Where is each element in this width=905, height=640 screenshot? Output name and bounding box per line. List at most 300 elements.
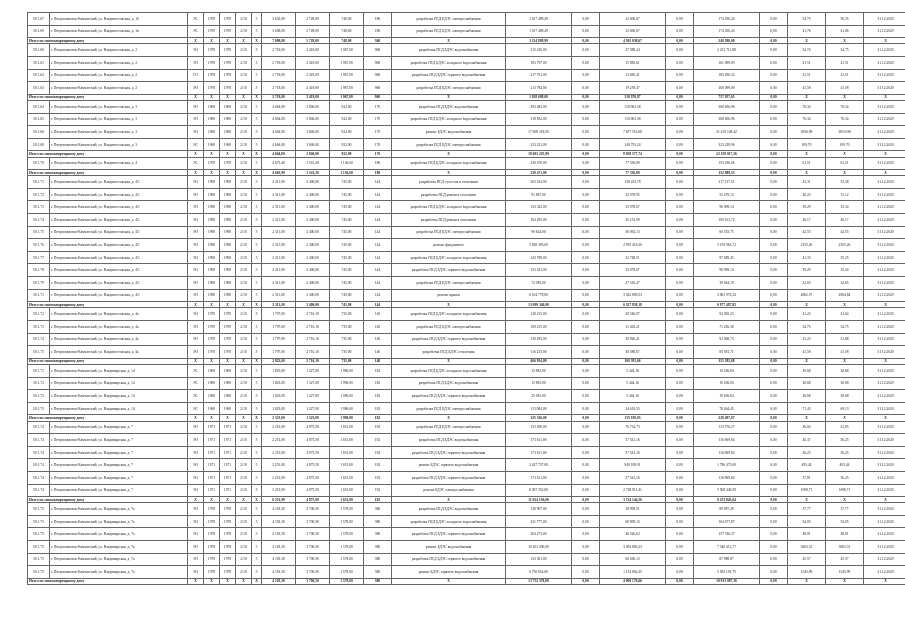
table-cell: ЭС: [188, 364, 204, 377]
table-cell: ЭО: [188, 308, 204, 321]
table-cell: 1969: [220, 377, 236, 390]
table-cell: Х: [392, 497, 506, 503]
table-cell: 31.12.2020: [864, 434, 905, 447]
table-cell: разработка ПСД БДЭС электроснабжения: [392, 25, 506, 38]
table-cell: 170: [364, 151, 392, 157]
table-cell: ЭО: [188, 421, 204, 434]
table-cell: 3 706,50: [296, 541, 330, 554]
table-cell: 0,00: [760, 308, 788, 321]
table-cell: ЭО: [188, 346, 204, 359]
table-cell: г. Петропавловск-Камчатский, ул. Владимирская, д. 7а: [50, 566, 188, 579]
table-cell: 144: [364, 239, 392, 252]
table-cell: 1990: [204, 277, 220, 290]
table-cell: 0,00: [572, 390, 600, 403]
table-cell: 1970: [204, 333, 220, 346]
table-cell: 0,00: [572, 364, 600, 377]
table-cell: 1 651,00: [330, 434, 364, 447]
table-cell: 157 746,37: [694, 528, 760, 541]
table-cell: 0,00: [666, 421, 694, 434]
table-cell: 0,00: [572, 459, 600, 472]
table-cell: 164 677,87: [694, 515, 760, 528]
table-cell: 1969: [204, 100, 220, 113]
table-cell: 34,74: [788, 44, 826, 57]
table-cell: 1 996,00: [330, 364, 364, 377]
table-cell: 140: [364, 358, 392, 364]
table-cell: Х: [220, 415, 236, 421]
table-cell: 1978: [220, 553, 236, 566]
table-cell: Х: [826, 170, 864, 176]
table-cell: 41,33: [788, 251, 826, 264]
table-cell: 2/10: [236, 25, 252, 38]
table-cell: 50.1.72: [28, 188, 50, 201]
table-row: [28, 321, 905, 334]
table-cell: 213 784,00: [506, 82, 572, 95]
table-cell: 33 078,67: [600, 201, 666, 214]
table-cell: г. Петропавловск-Камчатский, ул. Владимирская, д. 14: [50, 402, 188, 415]
table-cell: 1969: [204, 126, 220, 139]
table-cell: Х: [204, 497, 220, 503]
table-cell: разработка ПСД БДЭС холодного водоснабжения: [392, 515, 506, 528]
table-cell: 2 400,00: [296, 264, 330, 277]
table-cell: 4 118,30: [262, 566, 296, 579]
table-cell: 5: [252, 13, 262, 26]
table-cell: 46,17: [826, 214, 864, 227]
table-cell: 1978: [220, 541, 236, 554]
table-cell: 30,68: [788, 364, 826, 377]
table-cell: 36,25: [788, 446, 826, 459]
table-cell: 2/10: [236, 377, 252, 390]
table-cell: 57 541,16: [600, 471, 666, 484]
table-cell: 3836,98: [788, 126, 826, 139]
table-cell: 0,00: [572, 578, 600, 584]
table-cell: 1990: [204, 176, 220, 189]
table-cell: 109,70: [826, 138, 864, 151]
table-cell: ЭО: [188, 553, 204, 566]
table-cell: 5 583 191,75: [694, 566, 760, 579]
table-cell: 50.1.74: [28, 484, 50, 497]
table-cell: 748,00: [330, 25, 364, 38]
table-cell: 183 797,00: [506, 56, 572, 69]
table-cell: г. Петропавловск-Камчатский, ул. Владимирская, д. 7: [50, 471, 188, 484]
table-cell: 36,04: [788, 421, 826, 434]
table-cell: 31.12.2020: [864, 157, 905, 170]
table-cell: 144: [364, 251, 392, 264]
table-cell: ЭО: [188, 44, 204, 57]
table-cell: 1971: [204, 484, 220, 497]
table-cell: г. Петропавловск-Камчатский, ул. Владивостокская, д. 4/1: [50, 289, 188, 302]
table-cell: 1970: [220, 346, 236, 359]
table-cell: 5: [252, 308, 262, 321]
table-cell: 31.12.2020: [864, 402, 905, 415]
table-cell: 27 388,24: [600, 44, 666, 57]
table-cell: 1 578,00: [330, 578, 364, 584]
table-cell: 33 078,67: [600, 264, 666, 277]
table-cell: 0,00: [760, 333, 788, 346]
table-cell: Х: [204, 170, 220, 176]
table-cell: 144: [364, 302, 392, 308]
table-row: [28, 402, 905, 415]
table-cell: ЭО: [188, 459, 204, 472]
table-cell: 1969: [204, 377, 220, 390]
table-cell: 1978: [220, 503, 236, 516]
table-cell: 960: [364, 56, 392, 69]
table-cell: Х: [236, 170, 252, 176]
table-cell: 493 483,00: [506, 100, 572, 113]
table-cell: 170: [364, 126, 392, 139]
table-cell: 0,00: [666, 157, 694, 170]
table-row: [28, 264, 905, 277]
table-cell: 2/10: [236, 277, 252, 290]
table-cell: 2 251 711,88: [694, 44, 760, 57]
table-cell: 1969: [220, 390, 236, 403]
table-cell: 50.1.72: [28, 308, 50, 321]
table-row: [28, 377, 905, 390]
table-cell: Х: [236, 497, 252, 503]
table-cell: 36,25: [826, 446, 864, 459]
table-cell: 68 099,13: [600, 515, 666, 528]
table-cell: 173 611,00: [506, 446, 572, 459]
table-cell: 3 706,50: [296, 553, 330, 566]
table-cell: 50.1.70: [28, 157, 50, 170]
table-cell: г. Петропавловск-Камчатский, ул. Владивостокская, д. 2: [50, 82, 188, 95]
table-cell: 31.12.2020: [864, 390, 905, 403]
table-cell: 3603,31: [826, 541, 864, 554]
table-cell: 2 400,00: [296, 239, 330, 252]
table-cell: 1978: [220, 69, 236, 82]
table-cell: 2/10: [236, 226, 252, 239]
table-cell: Х: [788, 302, 826, 308]
table-cell: 0,00: [572, 358, 600, 364]
table-cell: 0,00: [572, 346, 600, 359]
table-cell: 50.1.75: [28, 515, 50, 528]
table-cell: 0,00: [572, 214, 600, 227]
table-cell: 922,00: [330, 138, 364, 151]
table-cell: Х: [788, 170, 826, 176]
table-cell: 0,00: [666, 226, 694, 239]
table-cell: ремонт БДЭС водоснабжения: [392, 126, 506, 139]
table-cell: 5: [252, 25, 262, 38]
table-cell: 0,00: [666, 264, 694, 277]
table-cell: разработка ПСД БДЭС горячего водоснабжения: [392, 528, 506, 541]
table-cell: 20,23: [788, 188, 826, 201]
table-cell: Х: [392, 151, 506, 157]
table-cell: 5 838 383,00: [506, 239, 572, 252]
table-cell: 0,00: [760, 138, 788, 151]
table-cell: 1990: [220, 226, 236, 239]
table-cell: 31 463,21: [600, 321, 666, 334]
table-cell: 1 797,00: [262, 321, 296, 334]
table-cell: 960: [364, 44, 392, 57]
table-cell: 174 450,24: [694, 13, 760, 26]
table-cell: 2 718,00: [262, 69, 296, 82]
table-cell: Х: [864, 94, 905, 100]
table-cell: 745,00: [330, 176, 364, 189]
table-cell: 0,00: [760, 214, 788, 227]
table-cell: 0,00: [760, 364, 788, 377]
table-cell: 0,00: [666, 151, 694, 157]
table-cell: 0,00: [760, 277, 788, 290]
table-cell: 1971: [204, 434, 220, 447]
table-cell: 2/10: [236, 56, 252, 69]
table-row: [28, 176, 905, 189]
table-cell: 36,25: [826, 471, 864, 484]
table-cell: 745,00: [330, 302, 364, 308]
table-cell: 140: [364, 308, 392, 321]
table-cell: 31.12.2020: [864, 13, 905, 26]
table-row: [28, 277, 905, 290]
table-cell: 2 716,10: [296, 346, 330, 359]
table-cell: 34,75: [826, 321, 864, 334]
table-cell: г. Петропавловск-Камчатский, ул. Владивостокская, д. 3: [50, 100, 188, 113]
table-row: [28, 346, 905, 359]
table-cell: 31.12.2020: [864, 308, 905, 321]
table-cell: 4 118,30: [262, 578, 296, 584]
table-cell: 120 213,00: [506, 308, 572, 321]
table-cell: 4 875,50: [296, 484, 330, 497]
table-cell: 0,00: [666, 82, 694, 95]
table-cell: Х: [788, 415, 826, 421]
table-cell: Х: [392, 94, 506, 100]
table-cell: 45 153,09: [600, 214, 666, 227]
table-cell: 0,00: [572, 421, 600, 434]
table-cell: 960: [364, 94, 392, 100]
table-cell: Х: [220, 170, 236, 176]
table-cell: 2 311,00: [262, 239, 296, 252]
table-cell: 0,00: [760, 390, 788, 403]
table-cell: 15 881,00: [506, 364, 572, 377]
table-cell: 4 663,90: [262, 170, 296, 176]
table-cell: 2 251,00: [262, 484, 296, 497]
table-cell: Итого по многоквартирному дому: [28, 38, 188, 44]
table-cell: 2/10: [236, 528, 252, 541]
table-cell: 2/10: [236, 44, 252, 57]
table-cell: 0,00: [760, 82, 788, 95]
table-cell: 5: [252, 226, 262, 239]
table-cell: 36,25: [826, 434, 864, 447]
table-cell: Х: [252, 302, 262, 308]
table-cell: 2 311,00: [262, 176, 296, 189]
table-cell: 182: [364, 415, 392, 421]
table-cell: 116 069,84: [694, 434, 760, 447]
table-cell: 2/10: [236, 459, 252, 472]
table-cell: 380: [364, 553, 392, 566]
table-cell: 50.1.75: [28, 346, 50, 359]
table-cell: 0,00: [666, 302, 694, 308]
table-cell: 1978: [220, 82, 236, 95]
table-cell: 5: [252, 390, 262, 403]
table-row: [28, 333, 905, 346]
table-cell: 4 875,50: [296, 446, 330, 459]
table-cell: 1990: [220, 176, 236, 189]
table-cell: 31.12.2020: [864, 239, 905, 252]
table-cell: 153 323,00: [506, 264, 572, 277]
table-row: [28, 226, 905, 239]
table-cell: ЭО: [188, 100, 204, 113]
table-cell: ЭО: [188, 214, 204, 227]
table-cell: 1 134 862,25: [600, 566, 666, 579]
table-cell: разработка ПСД БДЭС холодного водоснабжения: [392, 251, 506, 264]
table-cell: 960: [364, 82, 392, 95]
table-cell: 50.1.76: [28, 239, 50, 252]
table-cell: 0,00: [572, 446, 600, 459]
table-cell: 1978: [220, 56, 236, 69]
table-cell: ЭС: [188, 13, 204, 26]
table-cell: 50.1.75: [28, 541, 50, 554]
table-cell: 96 909,14: [694, 201, 760, 214]
table-cell: 0,00: [760, 541, 788, 554]
table-cell: 0,00: [666, 541, 694, 554]
table-cell: 2 311,00: [262, 214, 296, 227]
table-cell: 0,00: [666, 201, 694, 214]
table-cell: 318 832,00: [506, 113, 572, 126]
table-cell: 6 251,90: [262, 497, 296, 503]
table-cell: 71,43: [788, 402, 826, 415]
table-cell: 3 541,20: [296, 157, 330, 170]
table-cell: 0,00: [760, 44, 788, 57]
table-cell: 1 967,00: [330, 94, 364, 100]
table-cell: 69,13: [826, 402, 864, 415]
table-cell: 0,00: [760, 446, 788, 459]
table-cell: ЭС: [188, 138, 204, 151]
table-cell: Х: [826, 38, 864, 44]
table-cell: 1970: [204, 308, 220, 321]
table-cell: 170: [364, 138, 392, 151]
table-cell: 0,00: [666, 459, 694, 472]
table-cell: Итого по многоквартирному дому: [28, 170, 188, 176]
table-cell: 368 656,96: [694, 113, 760, 126]
table-cell: Итого по многоквартирному дому: [28, 578, 188, 584]
table-cell: 2 718,00: [262, 56, 296, 69]
table-cell: разработка ПСД БДЭС холодного водоснабжения: [392, 113, 506, 126]
table-cell: 0,00: [760, 497, 788, 503]
table-cell: ЭО: [188, 264, 204, 277]
table-cell: 130 293,00: [506, 333, 572, 346]
table-cell: 192: [364, 459, 392, 472]
table-cell: 50.1.75: [28, 566, 50, 579]
table-cell: 0,00: [760, 13, 788, 26]
table-cell: 7 008,00: [262, 38, 296, 44]
table-cell: 0,00: [666, 471, 694, 484]
table-cell: 0,00: [572, 471, 600, 484]
table-cell: Х: [392, 302, 506, 308]
table-cell: 5: [252, 277, 262, 290]
table-cell: 2 311,00: [262, 277, 296, 290]
table-cell: 50.1.67: [28, 13, 50, 26]
table-cell: 34 619,55: [600, 402, 666, 415]
table-cell: 2 418,00: [296, 44, 330, 57]
table-row: [28, 25, 905, 38]
table-cell: 1990: [220, 289, 236, 302]
table-cell: 7 346 412,77: [694, 541, 760, 554]
table-cell: 1978: [204, 69, 220, 82]
table-cell: 76,34: [826, 113, 864, 126]
table-cell: 31.12.2020: [864, 289, 905, 302]
table-cell: 144: [364, 226, 392, 239]
table-cell: Итого по многоквартирному дому: [28, 415, 188, 421]
table-row: [28, 69, 905, 82]
table-cell: Х: [236, 302, 252, 308]
table-cell: разработка ПСД БДЭС электроснабжения: [392, 321, 506, 334]
table-cell: 92 065,23: [694, 308, 760, 321]
table-cell: Х: [188, 94, 204, 100]
table-row: [28, 471, 905, 484]
table-cell: 228 497,07: [694, 415, 760, 421]
table-cell: 36 092,13: [600, 226, 666, 239]
table-cell: 22 259 017,26: [694, 151, 760, 157]
table-cell: 1 651,00: [330, 497, 364, 503]
table-cell: 87 988,87: [694, 553, 760, 566]
table-cell: г. Петропавловск-Камчатский, ул. Владимирская, д. 7а: [50, 553, 188, 566]
table-cell: 21 419 148,42: [694, 126, 760, 139]
table-cell: 180: [364, 13, 392, 26]
table-cell: 5: [252, 264, 262, 277]
table-cell: 1978: [220, 528, 236, 541]
table-cell: 4 664,00: [262, 100, 296, 113]
table-cell: 0,00: [760, 358, 788, 364]
table-cell: 13 685,41: [600, 69, 666, 82]
table-cell: 2 716,10: [296, 321, 330, 334]
table-cell: 0,00: [760, 503, 788, 516]
table-cell: 1990: [220, 264, 236, 277]
table-cell: 60 260,13: [600, 553, 666, 566]
table-cell: 1 797,00: [262, 333, 296, 346]
table-cell: 2 400,00: [296, 302, 330, 308]
table-cell: 41,58: [826, 82, 864, 95]
table-cell: 41,76: [788, 25, 826, 38]
table-cell: 12 600,67: [600, 13, 666, 26]
table-cell: г. Петропавловск-Камчатский, ул. Владимирская, д. 7а: [50, 515, 188, 528]
table-cell: 41,23: [788, 333, 826, 346]
table-cell: 3 022 800,53: [600, 289, 666, 302]
table-cell: 15,12: [826, 188, 864, 201]
table-cell: 2 311,00: [262, 188, 296, 201]
table-cell: 10 436,84: [694, 364, 760, 377]
table-cell: 0,00: [760, 25, 788, 38]
table-cell: 144: [364, 277, 392, 290]
table-cell: Х: [252, 94, 262, 100]
table-cell: 48,91: [826, 528, 864, 541]
table-cell: 3 394 883,23: [600, 541, 666, 554]
table-cell: 217 137,51: [694, 176, 760, 189]
table-cell: 1990: [220, 188, 236, 201]
table-cell: разработка ПСД ремонта отопления: [392, 188, 506, 201]
table-cell: Итого по многоквартирному дому: [28, 94, 188, 100]
table-cell: г. Петропавловск-Камчатский, ул. Владивостокская, д. 4/1: [50, 277, 188, 290]
table-cell: ЭО: [188, 503, 204, 516]
table-cell: разработка ПСД БДЭС горячего водоснабжения: [392, 264, 506, 277]
table-cell: Х: [864, 38, 905, 44]
table-cell: г. Петропавловск-Камчатский, ул. Владивостокская, д. 4а: [50, 308, 188, 321]
table-cell: 380: [364, 528, 392, 541]
table-cell: 2 251,00: [262, 459, 296, 472]
table-cell: 50.1.62: [28, 69, 50, 82]
table-cell: 0,00: [572, 170, 600, 176]
table-cell: 355 582,68: [694, 358, 760, 364]
table-cell: 217 761,00: [506, 69, 572, 82]
table-cell: Х: [864, 358, 905, 364]
table-cell: 50.1.71: [28, 364, 50, 377]
table-cell: 77 336,89: [600, 170, 666, 176]
table-cell: ЭС: [188, 25, 204, 38]
table-cell: Х: [236, 578, 252, 584]
table-cell: 174 450,24: [694, 25, 760, 38]
table-cell: 5: [252, 44, 262, 57]
table-cell: 30 826,21: [600, 333, 666, 346]
table-cell: 1969: [220, 402, 236, 415]
table-cell: 1 327,00: [296, 377, 330, 390]
table-cell: 0,00: [760, 302, 788, 308]
table-cell: Х: [204, 38, 220, 44]
